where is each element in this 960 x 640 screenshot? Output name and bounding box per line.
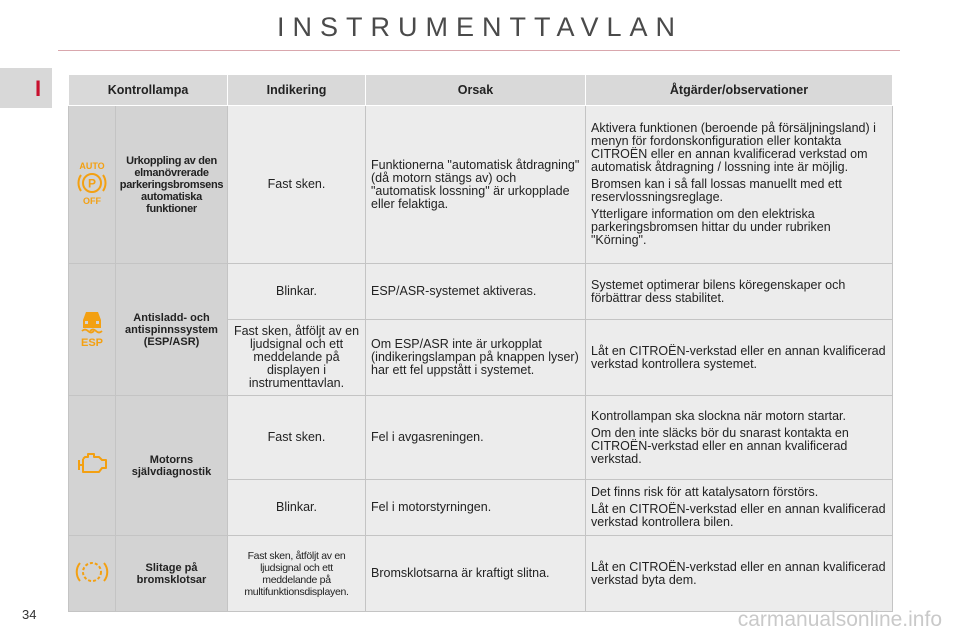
indication-cell: Blinkar. xyxy=(228,264,366,320)
lamp-name: Motorns självdiagnostik xyxy=(116,396,228,536)
cause-cell: Om ESP/ASR inte är urkopplat (indikeringslampan på knappen lyser) har ett fel uppstått i systemet. xyxy=(366,320,586,396)
svg-text:P: P xyxy=(87,176,97,191)
esp-skid-icon xyxy=(75,308,109,348)
table-row xyxy=(69,264,893,320)
auto-p-off-icon xyxy=(75,160,109,206)
action-text: Låt en CITROËN-verkstad eller en annan kvalificerad verkstad byta dem. xyxy=(591,559,886,587)
action-cell xyxy=(586,536,893,612)
cause-cell: ESP/ASR-systemet aktiveras. xyxy=(366,264,586,320)
page-title: INSTRUMENTTAVLAN xyxy=(276,12,683,42)
table-row xyxy=(69,536,893,612)
header-indikering: Indikering xyxy=(228,75,366,106)
icon-cell xyxy=(69,106,116,264)
lamp-name: Urkoppling av den elmanövrerade parkeringsbromsens automatiska funktioner xyxy=(116,106,228,264)
cause-cell: Fel i avgasreningen. xyxy=(366,396,586,480)
svg-text:OFF: OFF xyxy=(83,196,101,206)
watermark: carmanualsonline.info xyxy=(737,608,942,631)
table-row xyxy=(69,396,893,480)
action-text: Aktivera funktionen (beroende på försäljningsland) i menyn för fordonskonfiguration eller kontakta CITROËN eller en annan kvalificerad verkstad om automatisk åtdragning / lossning inte är möjlig. xyxy=(591,121,876,174)
cause-cell: Funktionerna "automatisk åtdragning" (då motorn stängs av) och "automatisk lossning" är urkopplade eller felaktiga. xyxy=(366,106,586,264)
action-text: Låt en CITROËN-verkstad eller en annan kvalificerad verkstad kontrollera systemet. xyxy=(591,343,886,371)
action-cell xyxy=(586,480,893,536)
action-text: Kontrollampan ska slockna när motorn startar. xyxy=(591,408,846,423)
action-text: Bromsen kan i så fall lossas manuellt med ett reservlossningsreglage. xyxy=(591,177,842,204)
icon-cell xyxy=(69,536,116,612)
table-row xyxy=(69,106,893,264)
warning-lamp-table xyxy=(68,74,893,612)
table-header-row xyxy=(69,75,893,106)
indication-cell: Blinkar. xyxy=(228,480,366,536)
action-cell xyxy=(586,320,893,396)
action-text: Ytterligare information om den elektriska parkeringsbromsen hittar du under rubriken "Körning". xyxy=(591,207,831,247)
cause-cell: Bromsklotsarna är kraftigt slitna. xyxy=(366,536,586,612)
action-cell xyxy=(586,396,893,480)
engine-icon xyxy=(75,450,109,478)
icon-cell xyxy=(69,264,116,396)
page-number: 34 xyxy=(22,607,37,622)
header-orsak: Orsak xyxy=(366,75,586,106)
indication-cell: Fast sken. xyxy=(228,396,366,480)
indication-cell: Fast sken, åtföljt av en ljudsignal och ett meddelande på displayen i instrumenttavlan. xyxy=(228,320,366,396)
action-cell xyxy=(586,106,893,264)
lamp-name: Antisladd- och antispinnssystem (ESP/ASR) xyxy=(116,264,228,396)
indication-cell: Fast sken. xyxy=(228,106,366,264)
action-text: Om den inte släcks bör du snarast kontakta en CITROËN-verkstad eller en annan kvalificerad verkstad. xyxy=(591,425,849,466)
action-text: Låt en CITROËN-verkstad eller en annan kvalificerad verkstad kontrollera bilen. xyxy=(591,502,886,529)
svg-text:AUTO: AUTO xyxy=(79,161,105,171)
icon-cell xyxy=(69,396,116,536)
indication-cell: Fast sken, åtföljt av en ljudsignal och ett meddelande på multifunktionsdisplayen. xyxy=(228,536,366,612)
header-atgarder: Åtgärder/observationer xyxy=(586,75,893,106)
cause-cell: Fel i motorstyrningen. xyxy=(366,480,586,536)
svg-text:ESP: ESP xyxy=(80,337,104,348)
header-kontrollampa: Kontrollampa xyxy=(69,75,228,106)
brake-pad-wear-icon xyxy=(75,557,109,587)
section-marker: I xyxy=(35,76,42,101)
action-cell xyxy=(586,264,893,320)
action-text: Det finns risk för att katalysatorn förstörs. xyxy=(591,485,819,499)
action-text: Systemet optimerar bilens köregenskaper och förbättrar dess stabilitet. xyxy=(591,277,846,305)
lamp-name: Slitage på bromsklotsar xyxy=(116,536,228,612)
title-divider xyxy=(58,50,900,51)
section-tab xyxy=(0,68,52,108)
